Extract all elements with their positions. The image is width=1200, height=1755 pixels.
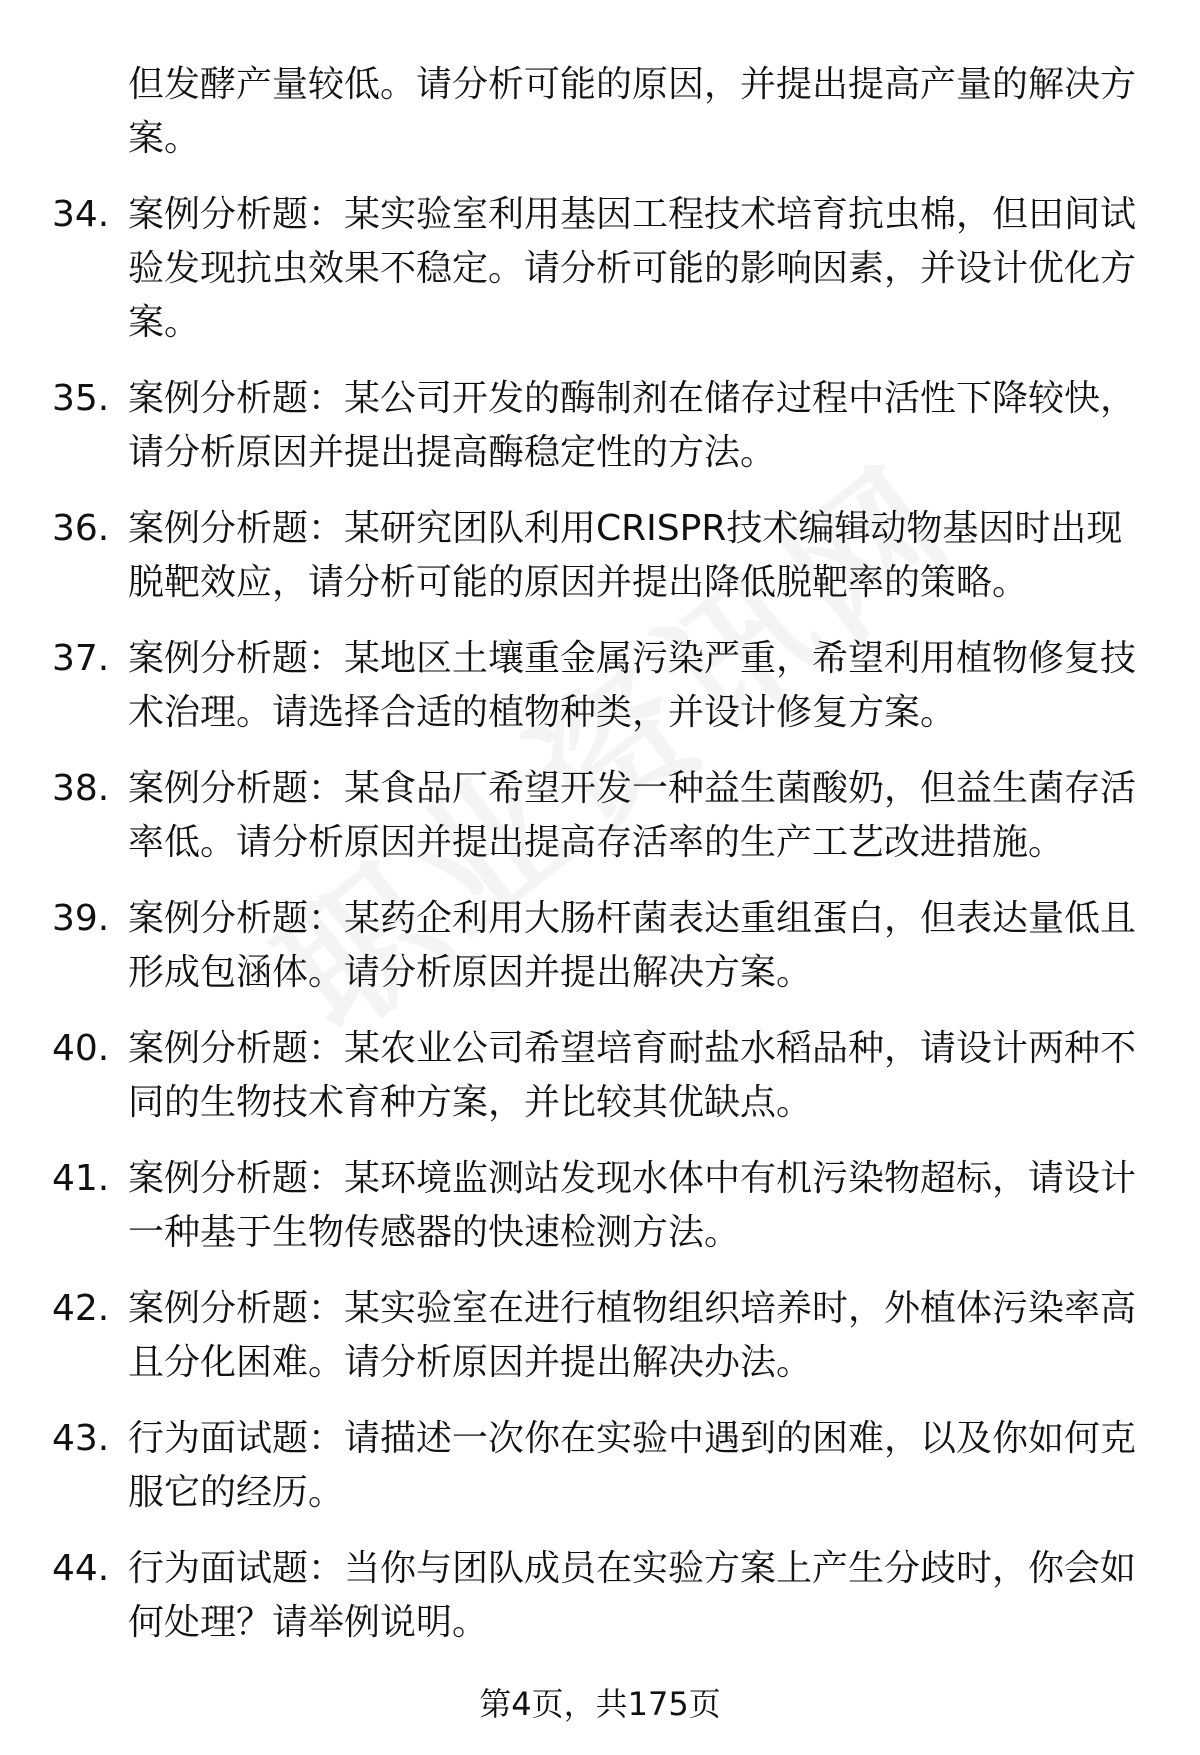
list-item — [0, 1542, 1200, 1650]
list-item — [0, 1412, 1200, 1520]
item-text: 行为面试题：请描述一次你在实验中遇到的困难，以及你如何克服它的经历。 — [128, 1418, 1137, 1513]
item-text: 案例分析题：某实验室在进行植物组织培养时，外植体污染率高且分化困难。请分析原因并提出解决办法。 — [128, 1288, 1137, 1383]
item-text: 案例分析题：某研究团队利用CRISPR技术编辑动物基因时出现脱靶效应，请分析可能的原因并提出降低脱靶率的策略。 — [128, 508, 1123, 603]
item-text: 案例分析题：某公司开发的酶制剂在储存过程中活性下降较快，请分析原因并提出提高酶稳定性的方法。 — [128, 378, 1137, 473]
item-number: 43. — [52, 1418, 110, 1459]
item-number: 44. — [52, 1548, 110, 1589]
question-list — [0, 58, 1200, 1650]
list-item — [0, 372, 1200, 480]
item-number: 41. — [52, 1158, 110, 1199]
list-item — [0, 502, 1200, 610]
item-text: 案例分析题：某实验室利用基因工程技术培育抗虫棉，但田间试验发现抗虫效果不稳定。请分析可能的影响因素，并设计优化方案。 — [128, 194, 1137, 343]
item-number: 34. — [52, 194, 110, 235]
list-item — [0, 632, 1200, 740]
item-number: 35. — [52, 378, 110, 419]
item-text: 案例分析题：某食品厂希望开发一种益生菌酸奶，但益生菌存活率低。请分析原因并提出提高存活率的生产工艺改进措施。 — [128, 768, 1137, 863]
list-item — [0, 1152, 1200, 1260]
list-item — [0, 762, 1200, 870]
item-number: 38. — [52, 768, 110, 809]
item-number: 42. — [52, 1288, 110, 1329]
list-item — [0, 1282, 1200, 1390]
list-item — [0, 1022, 1200, 1130]
item-text: 案例分析题：某药企利用大肠杆菌表达重组蛋白，但表达量低且形成包涵体。请分析原因并提出解决方案。 — [128, 898, 1137, 993]
item-number: 39. — [52, 898, 110, 939]
item-text: 案例分析题：某地区土壤重金属污染严重，希望利用植物修复技术治理。请选择合适的植物种类，并设计修复方案。 — [128, 638, 1137, 733]
item-text: 行为面试题：当你与团队成员在实验方案上产生分歧时，你会如何处理？请举例说明。 — [128, 1548, 1137, 1643]
item-number: 37. — [52, 638, 110, 679]
item-text: 案例分析题：某农业公司希望培育耐盐水稻品种，请设计两种不同的生物技术育种方案，并比较其优缺点。 — [128, 1028, 1137, 1123]
item-number: 40. — [52, 1028, 110, 1069]
item-number: 36. — [52, 508, 110, 549]
list-item — [0, 892, 1200, 1000]
page-footer: 第4页，共175页 — [479, 1685, 721, 1723]
continuation-text: 但发酵产量较低。请分析可能的原因，并提出提高产量的解决方案。 — [128, 64, 1137, 159]
list-item — [0, 188, 1200, 350]
item-text: 案例分析题：某环境监测站发现水体中有机污染物超标，请设计一种基于生物传感器的快速检测方法。 — [128, 1158, 1137, 1253]
